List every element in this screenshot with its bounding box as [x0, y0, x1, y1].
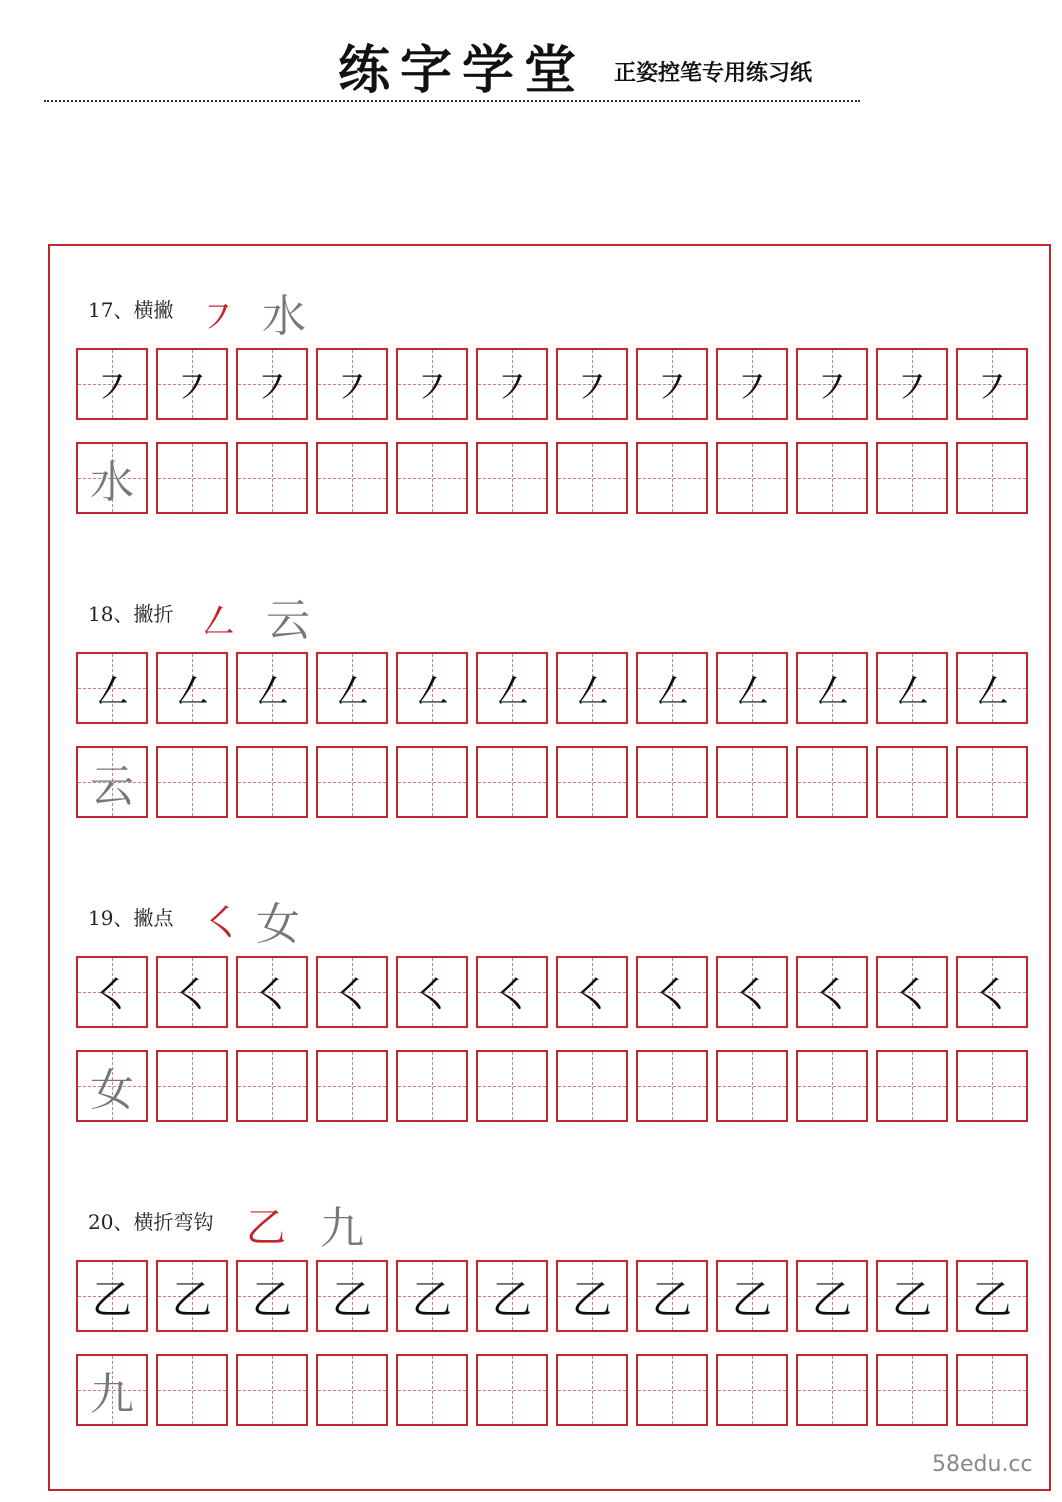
stroke-glyph: ㇜	[252, 668, 292, 715]
stroke-glyph: 乙	[972, 1276, 1012, 1323]
stroke-sample: ㇜	[198, 599, 238, 645]
stroke-glyph: ㇜	[412, 668, 452, 715]
blank-cell	[956, 1354, 1028, 1426]
practice-cell	[76, 746, 148, 818]
practice-cell	[316, 348, 388, 420]
stroke-glyph: ㇜	[492, 668, 532, 715]
stroke-glyph: ㇛	[972, 972, 1012, 1019]
blank-cell	[556, 442, 628, 514]
stroke-glyph: ㇜	[92, 668, 132, 715]
blank-cell	[156, 1354, 228, 1426]
stroke-glyph: ㇛	[172, 972, 212, 1019]
stroke-sample: 乙	[246, 1205, 286, 1251]
stroke-glyph: ㇜	[892, 668, 932, 715]
character-glyph: 云	[90, 761, 134, 812]
practice-cell	[476, 956, 548, 1028]
blank-cell	[716, 1050, 788, 1122]
blank-cell	[796, 1050, 868, 1122]
practice-cell	[396, 652, 468, 724]
practice-cell	[156, 348, 228, 420]
practice-cell	[316, 956, 388, 1028]
character-sample: 女	[256, 899, 300, 950]
stroke-glyph: ㇇	[332, 364, 372, 411]
blank-cell	[556, 746, 628, 818]
stroke-glyph: 乙	[652, 1276, 692, 1323]
practice-cell	[636, 956, 708, 1028]
blank-cell	[236, 746, 308, 818]
practice-cell	[156, 1260, 228, 1332]
character-practice-row	[76, 442, 1036, 516]
practice-cell	[236, 956, 308, 1028]
stroke-glyph: ㇛	[412, 972, 452, 1019]
practice-cell	[956, 956, 1028, 1028]
stroke-glyph: ㇇	[652, 364, 692, 411]
practice-cell	[316, 1260, 388, 1332]
character-practice-row	[76, 746, 1036, 820]
practice-cell	[716, 1260, 788, 1332]
stroke-glyph: ㇇	[172, 364, 212, 411]
practice-frame	[48, 244, 1051, 1491]
practice-cell	[396, 956, 468, 1028]
practice-cell	[636, 348, 708, 420]
practice-cell	[716, 956, 788, 1028]
stroke-glyph: 乙	[492, 1276, 532, 1323]
blank-cell	[796, 746, 868, 818]
practice-cell	[556, 652, 628, 724]
practice-cell	[76, 956, 148, 1028]
blank-cell	[876, 746, 948, 818]
stroke-glyph: ㇜	[572, 668, 612, 715]
character-glyph: 九	[90, 1369, 134, 1420]
blank-cell	[476, 442, 548, 514]
page-subtitle: 正姿控笔专用练习纸	[614, 60, 813, 86]
stroke-glyph: ㇜	[332, 668, 372, 715]
blank-cell	[316, 442, 388, 514]
practice-cell	[556, 348, 628, 420]
blank-cell	[316, 1050, 388, 1122]
stroke-glyph: ㇛	[492, 972, 532, 1019]
blank-cell	[316, 746, 388, 818]
stroke-glyph: ㇇	[412, 364, 452, 411]
stroke-glyph: ㇇	[572, 364, 612, 411]
practice-cell	[396, 348, 468, 420]
blank-cell	[716, 1354, 788, 1426]
blank-cell	[316, 1354, 388, 1426]
stroke-glyph: 乙	[572, 1276, 612, 1323]
blank-cell	[156, 746, 228, 818]
practice-cell	[876, 1260, 948, 1332]
stroke-sample: ㇛	[202, 901, 242, 947]
section-label: 18、撇折	[88, 602, 174, 626]
stroke-glyph: ㇜	[732, 668, 772, 715]
blank-cell	[236, 442, 308, 514]
stroke-practice-row	[76, 348, 1036, 422]
practice-cell	[76, 442, 148, 514]
character-sample: 水	[262, 291, 306, 342]
character-glyph: 女	[90, 1065, 134, 1116]
blank-cell	[236, 1050, 308, 1122]
blank-cell	[556, 1050, 628, 1122]
blank-cell	[796, 442, 868, 514]
practice-cell	[476, 1260, 548, 1332]
blank-cell	[876, 1050, 948, 1122]
practice-cell	[396, 1260, 468, 1332]
blank-cell	[876, 442, 948, 514]
stroke-glyph: 乙	[172, 1276, 212, 1323]
practice-cell	[956, 1260, 1028, 1332]
practice-cell	[636, 1260, 708, 1332]
stroke-glyph: 乙	[332, 1276, 372, 1323]
stroke-glyph: ㇇	[252, 364, 292, 411]
blank-cell	[956, 1050, 1028, 1122]
stroke-glyph: ㇇	[92, 364, 132, 411]
section-label: 19、撇点	[88, 906, 174, 930]
practice-cell	[316, 652, 388, 724]
blank-cell	[796, 1354, 868, 1426]
practice-cell	[76, 1050, 148, 1122]
blank-cell	[956, 442, 1028, 514]
practice-cell	[156, 956, 228, 1028]
blank-cell	[716, 442, 788, 514]
header-divider	[44, 100, 860, 102]
practice-cell	[556, 1260, 628, 1332]
character-glyph: 水	[90, 457, 134, 508]
stroke-glyph: ㇇	[972, 364, 1012, 411]
stroke-glyph: ㇜	[172, 668, 212, 715]
stroke-glyph: ㇜	[812, 668, 852, 715]
blank-cell	[156, 1050, 228, 1122]
practice-cell	[876, 652, 948, 724]
character-practice-row	[76, 1354, 1036, 1428]
stroke-glyph: 乙	[812, 1276, 852, 1323]
stroke-glyph: ㇛	[812, 972, 852, 1019]
blank-cell	[636, 1354, 708, 1426]
character-sample: 云	[266, 595, 310, 646]
watermark-text: 58edu.cc	[932, 1452, 1033, 1477]
practice-cell	[236, 1260, 308, 1332]
section-label: 20、横折弯钩	[88, 1210, 214, 1234]
practice-cell	[876, 348, 948, 420]
practice-cell	[956, 348, 1028, 420]
stroke-glyph: 乙	[892, 1276, 932, 1323]
stroke-glyph: ㇛	[732, 972, 772, 1019]
practice-cell	[76, 348, 148, 420]
blank-cell	[956, 746, 1028, 818]
blank-cell	[156, 442, 228, 514]
blank-cell	[396, 746, 468, 818]
stroke-glyph: ㇛	[332, 972, 372, 1019]
practice-cell	[796, 1260, 868, 1332]
page-title: 练字学堂	[338, 40, 587, 101]
stroke-glyph: ㇛	[892, 972, 932, 1019]
stroke-glyph: ㇇	[732, 364, 772, 411]
stroke-glyph: ㇛	[252, 972, 292, 1019]
practice-cell	[156, 652, 228, 724]
practice-cell	[716, 348, 788, 420]
practice-cell	[476, 652, 548, 724]
practice-cell	[876, 956, 948, 1028]
stroke-practice-row	[76, 956, 1036, 1030]
blank-cell	[876, 1354, 948, 1426]
stroke-glyph: 乙	[412, 1276, 452, 1323]
stroke-practice-row	[76, 1260, 1036, 1334]
blank-cell	[236, 1354, 308, 1426]
stroke-glyph: ㇜	[972, 668, 1012, 715]
stroke-glyph: ㇇	[492, 364, 532, 411]
practice-cell	[956, 652, 1028, 724]
stroke-sample: ㇇	[198, 295, 238, 341]
practice-cell	[76, 1354, 148, 1426]
practice-cell	[716, 652, 788, 724]
practice-cell	[476, 348, 548, 420]
blank-cell	[396, 1354, 468, 1426]
stroke-glyph: ㇇	[812, 364, 852, 411]
practice-cell	[636, 652, 708, 724]
stroke-glyph: ㇛	[572, 972, 612, 1019]
practice-cell	[76, 1260, 148, 1332]
character-sample: 九	[320, 1203, 364, 1254]
stroke-glyph: ㇛	[92, 972, 132, 1019]
blank-cell	[636, 1050, 708, 1122]
practice-cell	[236, 348, 308, 420]
blank-cell	[476, 1354, 548, 1426]
blank-cell	[396, 442, 468, 514]
practice-cell	[76, 652, 148, 724]
stroke-glyph: 乙	[732, 1276, 772, 1323]
blank-cell	[636, 746, 708, 818]
practice-cell	[796, 348, 868, 420]
blank-cell	[476, 746, 548, 818]
practice-cell	[796, 652, 868, 724]
blank-cell	[556, 1354, 628, 1426]
blank-cell	[716, 746, 788, 818]
practice-cell	[796, 956, 868, 1028]
stroke-practice-row	[76, 652, 1036, 726]
stroke-glyph: ㇜	[652, 668, 692, 715]
stroke-glyph: 乙	[92, 1276, 132, 1323]
character-practice-row	[76, 1050, 1036, 1124]
practice-cell	[556, 956, 628, 1028]
blank-cell	[476, 1050, 548, 1122]
stroke-glyph: ㇛	[652, 972, 692, 1019]
practice-cell	[236, 652, 308, 724]
stroke-glyph: ㇇	[892, 364, 932, 411]
section-label: 17、横撇	[88, 298, 174, 322]
blank-cell	[396, 1050, 468, 1122]
stroke-glyph: 乙	[252, 1276, 292, 1323]
blank-cell	[636, 442, 708, 514]
